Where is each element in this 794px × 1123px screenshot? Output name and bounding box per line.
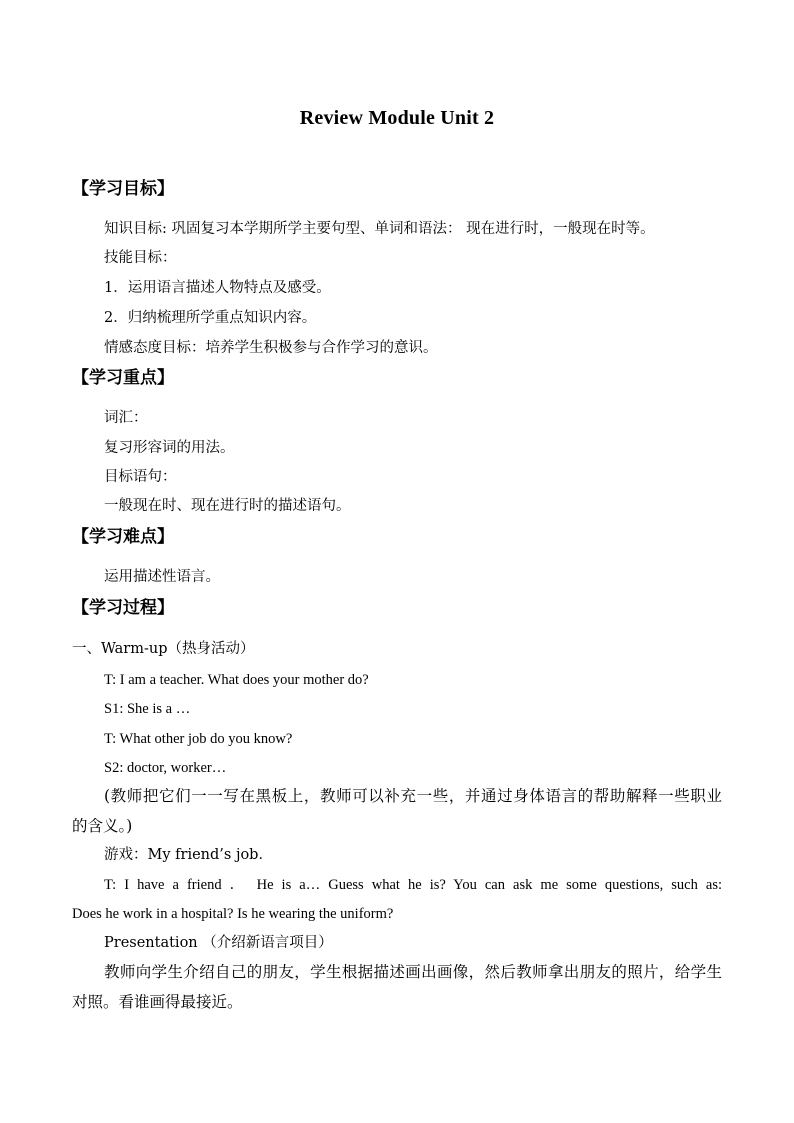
key-points-line-vocab: 词汇： [104,410,148,426]
presentation-title: Presentation （介绍新语言项目） [104,935,333,951]
presentation-line-1: 教师向学生介绍自己的朋友，学生根据描述画出画像，然后教师拿出朋友的照片，给学生 [104,963,722,981]
section-heading-goals: 【学习目标】 [72,179,174,199]
presentation-line-2: 对照。看谁画得最接近。 [72,993,243,1011]
difficulties-line: 运用描述性语言。 [104,569,220,585]
game-title: 游戏：My friend’s job． [104,847,273,863]
goals-line-skill-2: 2．归纳梳理所学重点知识内容。 [104,310,317,326]
goals-line-skills: 技能目标： [104,250,177,266]
key-points-line-tenses: 一般现在时、现在进行时的描述语句。 [104,498,351,514]
game-line-2: Does he work in a hospital? Is he wearing the uniform? [72,906,394,922]
goals-line-attitude: 情感态度目标：培养学生积极参与合作学习的意识。 [104,340,438,356]
note-line-1: (教师把它们一一写在黑板上，教师可以补充一些，并通过身体语言的帮助解释一些职业 [104,787,722,805]
section-heading-process: 【学习过程】 [72,598,174,618]
dialogue-line-teacher-1: T: I am a teacher. What does your mother do? [104,672,369,688]
dialogue-line-student-1: S1: She is a … [104,701,191,717]
key-points-line-target: 目标语句： [104,469,177,485]
warmup-title: 一、Warm-up（热身活动） [72,641,255,657]
section-heading-difficulties: 【学习难点】 [72,527,174,547]
section-heading-key-points: 【学习重点】 [72,368,174,388]
dialogue-line-student-2: S2: doctor, worker… [104,760,227,776]
dialogue-line-teacher-2: T: What other job do you know? [104,731,293,747]
note-line-2: 的含义。) [72,817,133,835]
goals-line-knowledge: 知识目标: 巩固复习本学期所学主要句型、单词和语法： 现在进行时，一般现在时等。 [104,221,655,237]
document-title: Review Module Unit 2 [299,107,495,129]
game-line-1: T: I have a friend ． He is a… Guess what he is? You can ask me some questions, such as: [104,877,722,893]
key-points-line-adjectives: 复习形容词的用法。 [104,440,235,456]
goals-line-skill-1: 1．运用语言描述人物特点及感受。 [104,280,331,296]
